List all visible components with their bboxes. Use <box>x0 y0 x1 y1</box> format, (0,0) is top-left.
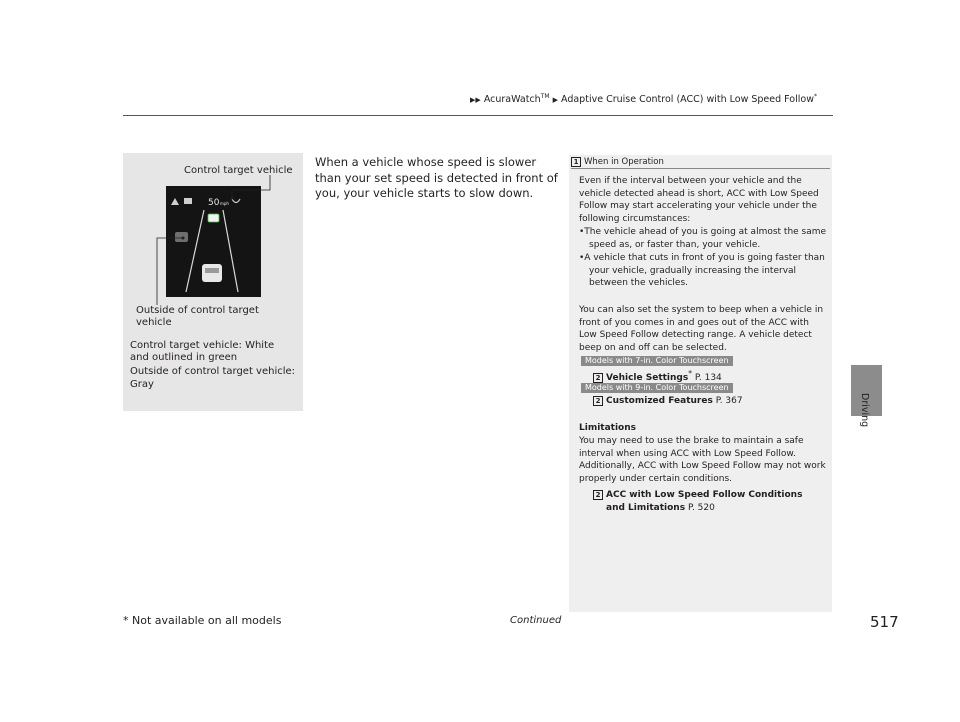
note-paragraph-3: You may need to use the brake to maintain a safe interval when using ACC with Low Speed Follow. Additionally, ACC with Low Speed Follow may not work properly under certain conditions. <box>579 436 826 484</box>
screen-unit: mph <box>220 201 229 206</box>
ref-star: * <box>688 369 692 378</box>
ref-acc-limitations-title-2: and Limitations <box>606 503 686 513</box>
ref-arrow-icon: 2 <box>593 490 603 500</box>
caption-line-3: Outside of control target vehicle: <box>130 366 296 377</box>
caption-line-1: Control target vehicle: White <box>130 340 275 351</box>
screen-speed: 50 <box>208 198 220 208</box>
model-badge-7in: Models with 7-in. Color Touchscreen <box>581 356 733 366</box>
ref-customized-features-page: P. 367 <box>715 396 743 406</box>
ref-vehicle-settings-page: P. 134 <box>694 373 722 383</box>
note-heading-rule <box>571 168 830 169</box>
caption-line-4: Gray <box>130 379 154 390</box>
note-heading-icon: 1 <box>571 157 581 167</box>
ref-acc-limitations[interactable] <box>593 490 802 500</box>
note-heading <box>571 157 664 167</box>
model-badge-9in: Models with 9-in. Color Touchscreen <box>581 383 733 393</box>
limitations-heading: Limitations <box>579 423 636 433</box>
label-outside-target-2: vehicle <box>136 317 172 328</box>
ref-arrow-icon: 2 <box>593 373 603 383</box>
note-heading-text: When in Operation <box>584 157 664 167</box>
header-topic: Adaptive Cruise Control (ACC) with Low Speed Follow <box>561 94 814 106</box>
ref-acc-limitations-line-2[interactable] <box>606 503 715 513</box>
chapter-label: Driving <box>859 393 870 428</box>
note-paragraph-2: You can also set the system to beep when a vehicle in front of you comes in and goes out of the ACC with Low Speed Follow detecting range. A vehicle detect beep on and off can be selected. <box>579 305 824 353</box>
label-outside-target-1: Outside of control target <box>136 305 259 316</box>
header-trademark: TM <box>540 93 550 100</box>
note-bullet-2: •A vehicle that cuts in front of you is going faster than your vehicle, gradually increasing the interval between the vehicles. <box>579 253 825 289</box>
ref-vehicle-settings[interactable] <box>593 369 722 383</box>
page-number: 517 <box>870 613 899 631</box>
ref-acc-limitations-title-1: ACC with Low Speed Follow Conditions <box>606 490 803 500</box>
continued-label: Continued <box>510 615 562 626</box>
ref-acc-limitations-page: P. 520 <box>687 503 715 513</box>
main-paragraph: When a vehicle whose speed is slower than your set speed is detected in front of you, your vehicle starts to slow down. <box>315 155 558 200</box>
header-section: AcuraWatch <box>483 94 541 106</box>
header-separator: ▶ <box>552 96 558 105</box>
label-control-target: Control target vehicle <box>184 165 293 176</box>
running-header <box>470 93 817 105</box>
header-arrows: ▶▶ <box>470 96 481 105</box>
ref-vehicle-settings-title: Vehicle Settings <box>606 373 689 383</box>
footnote: * Not available on all models <box>123 614 282 627</box>
caption-line-2: and outlined in green <box>130 352 238 363</box>
note-bullet-1: •The vehicle ahead of you is going at almost the same speed as, or faster than, your vehicle. <box>579 227 827 250</box>
ref-arrow-icon: 2 <box>593 396 603 406</box>
header-rule <box>123 115 833 116</box>
ref-customized-features-title: Customized Features <box>606 396 713 406</box>
note-paragraph-1: Even if the interval between your vehicle and the vehicle detected ahead is short, ACC with Low Speed Follow may start accelerating your vehicle under the following circumstances: <box>579 176 819 224</box>
ref-customized-features[interactable] <box>593 396 743 406</box>
header-star: * <box>813 93 817 100</box>
